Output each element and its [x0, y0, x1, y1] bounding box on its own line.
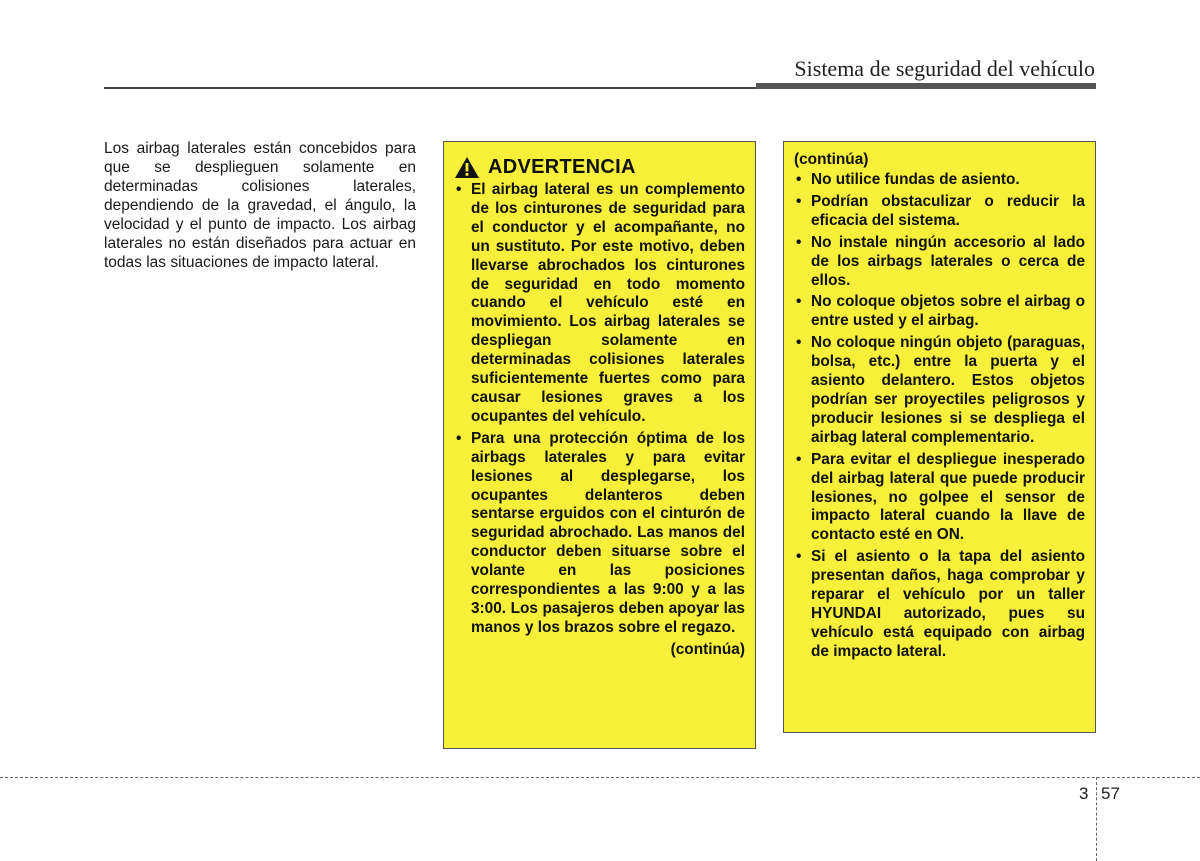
- warning-item: • No coloque ningún objeto (paraguas, bolsa, etc.) entre la puerta y el asiento delantero. Estos objetos podrían ser proyectiles peligrosos y producir lesiones si se despliega el airbag lateral complementario.: [794, 334, 1085, 447]
- warning-list-1: [454, 181, 745, 638]
- header-rule-thick: [756, 83, 1096, 89]
- intro-paragraph: Los airbag laterales están concebidos para que se desplieguen solamente en determinadas colisiones laterales, dependiendo de la gravedad, el ángulo, la velocidad y el punto de impacto. Los airbag laterales no están diseñados para actuar en todas las situaciones de impacto lateral.: [104, 140, 416, 271]
- header-title: Sistema de seguridad del vehículo: [794, 56, 1095, 81]
- warning-list-2: [794, 171, 1085, 662]
- warning-item: • No coloque objetos sobre el airbag o entre usted y el airbag.: [794, 293, 1085, 331]
- page-number: 57: [1101, 784, 1120, 803]
- warning-title: ADVERTENCIA: [488, 156, 636, 178]
- warning-item: • Para evitar el despliegue inesperado del airbag lateral que puede producir lesiones, no golpee el sensor de impacto lateral cuando la llave de contacto esté en ON.: [794, 451, 1085, 546]
- warning-box-2: [783, 141, 1096, 733]
- footer-dashed-divider: [1096, 777, 1097, 861]
- warning-item: • Podrían obstaculizar o reducir la eficacia del sistema.: [794, 193, 1085, 231]
- footer-dashed-line: [0, 777, 1200, 778]
- header-rule-thin: [104, 87, 756, 89]
- warning-triangle-icon: [454, 156, 480, 179]
- section-number: 3: [1079, 784, 1089, 803]
- warning-item: • Si el asiento o la tapa del asiento presentan daños, haga comprobar y reparar el vehículo por un taller HYUNDAI autorizado, pues su vehículo está equipado con airbag de impacto lateral.: [794, 548, 1085, 661]
- warning-item: • No utilice fundas de asiento.: [794, 171, 1085, 190]
- warning-item: • Para una protección óptima de los airbags laterales y para evitar lesiones al desplegarse, los ocupantes delanteros deben sentarse erguidos con el cinturón de seguridad abrochado. Las manos del conductor deben situarse sobre el volante en las posiciones correspondientes a las 9:00 y a las 3:00. Los pasajeros deben apoyar las manos y los brazos sobre el regazo.: [454, 430, 745, 638]
- warning-box-1: [443, 141, 756, 749]
- warning-item: • El airbag lateral es un complemento de los cinturones de seguridad para el conductor y el acompañante, no un sustituto. Por este motivo, deben llevarse abrochados los cinturones de seguridad en todo momento cuando el vehículo esté en movimiento. Los airbag laterales se despliegan solamente en determinadas colisiones laterales suficientemente fuertes como para causar lesiones graves a los ocupantes del vehículo.: [454, 181, 745, 427]
- continues-label: (continúa): [670, 640, 745, 658]
- continued-label: (continúa): [794, 151, 869, 168]
- warning-heading: [454, 156, 745, 179]
- warning-item: • No instale ningún accesorio al lado de los airbags laterales o cerca de ellos.: [794, 234, 1085, 291]
